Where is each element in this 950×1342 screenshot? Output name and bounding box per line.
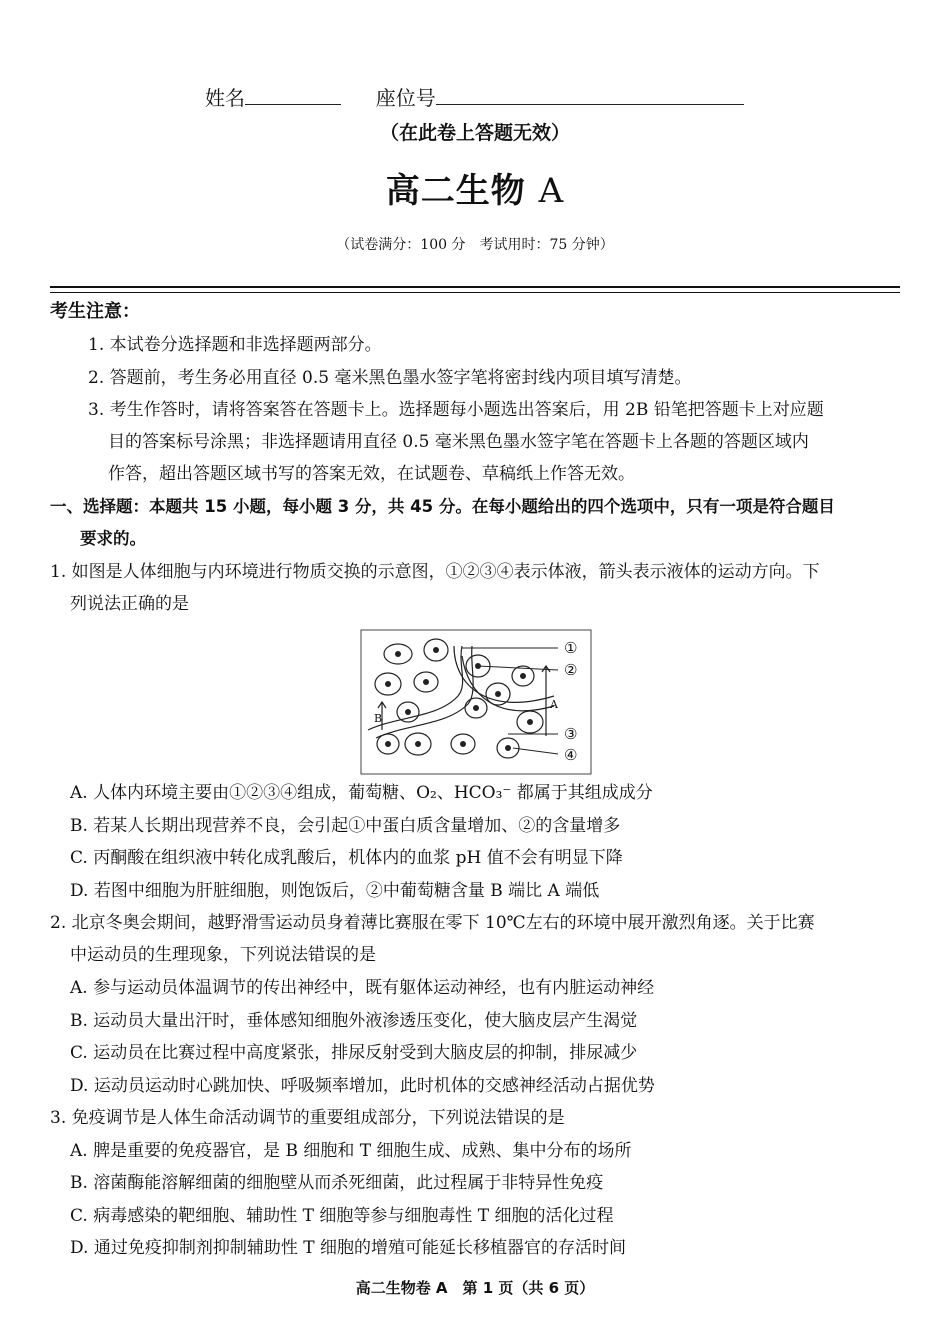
- page-footer: 高二生物卷 A 第 1 页（共 6 页）: [355, 1279, 595, 1297]
- question-3-stem: 3. 免疫调节是人体生命活动调节的重要组成部分，下列说法错误的是: [50, 1108, 565, 1128]
- notice-item: 1. 本试卷分选择题和非选择题两部分。: [88, 335, 382, 355]
- question-1-option-d: D. 若图中细胞为肝脏细胞，则饱饭后，②中葡萄糖含量 B 端比 A 端低: [70, 881, 600, 901]
- notice-item: 目的答案标号涂黑；非选择题请用直径 0.5 毫米黑色墨水签字笔在答题卡上各题的答题区域内: [108, 432, 809, 452]
- header-rule-thin: [50, 292, 900, 293]
- figure-label-2: ②: [564, 661, 578, 679]
- question-1-option-c: C. 丙酮酸在组织液中转化成乳酸后，机体内的血浆 pH 值不会有明显下降: [70, 848, 623, 868]
- figure-label-1: ①: [564, 639, 578, 657]
- question-3-option-c: C. 病毒感染的靶细胞、辅助性 T 细胞等参与细胞毒性 T 细胞的活化过程: [70, 1206, 614, 1226]
- question-2-option-c: C. 运动员在比赛过程中高度紧张，排尿反射受到大脑皮层的抑制，排尿减少: [70, 1043, 638, 1063]
- figure-label-b: B: [374, 712, 383, 725]
- notice-heading: 考生注意：: [50, 301, 140, 322]
- question-2-stem: 2. 北京冬奥会期间，越野滑雪运动员身着薄比赛服在零下 10℃左右的环境中展开激烈角逐。关于比赛: [50, 913, 815, 933]
- notice-item: 3. 考生作答时，请将答案答在答题卡上。选择题每小题选出答案后，用 2B 铅笔把答题卡上对应题: [88, 400, 824, 420]
- question-2-stem-cont: 中运动员的生理现象，下列说法错误的是: [70, 945, 376, 965]
- section-heading: 一、选择题：本题共 15 小题，每小题 3 分，共 45 分。在每小题给出的四个选项中，只有一项是符合题目: [50, 497, 835, 516]
- exam-info: （试卷满分：100 分 考试用时：75 分钟）: [336, 237, 614, 253]
- question-3-option-d: D. 通过免疫抑制剂抑制辅助性 T 细胞的增殖可能延长移植器官的存活时间: [70, 1238, 626, 1258]
- title-suffix: A: [538, 171, 565, 211]
- name-blank[interactable]: [245, 86, 341, 105]
- notice-item: 2. 答题前，考生务必用直径 0.5 毫米黑色墨水签字笔将密封线内项目填写清楚。: [88, 368, 692, 388]
- question-2-option-a: A. 参与运动员体温调节的传出神经中，既有躯体运动神经，也有内脏运动神经: [70, 978, 655, 998]
- question-3-option-a: A. 脾是重要的免疫器官，是 B 细胞和 T 细胞生成、成熟、集中分布的场所: [70, 1141, 632, 1161]
- notice-item: 作答，超出答题区域书写的答案无效，在试题卷、草稿纸上作答无效。: [108, 464, 635, 484]
- name-seat-line: [205, 82, 744, 111]
- question-3-option-b: B. 溶菌酶能溶解细菌的细胞壁从而杀死细菌，此过程属于非特异性免疫: [70, 1173, 604, 1193]
- figure-label-4: ④: [564, 746, 578, 764]
- question-2-option-d: D. 运动员运动时心跳加快、呼吸频率增加，此时机体的交感神经活动占据优势: [70, 1076, 655, 1096]
- header-rule-thick: [50, 286, 900, 288]
- question-1-option-a: A. 人体内环境主要由①②③④组成，葡萄糖、O₂、HCO₃⁻ 都属于其组成成分: [70, 783, 653, 803]
- seat-label: 座位号: [375, 86, 436, 110]
- title-text: 高二生物: [385, 171, 526, 211]
- question-1-option-b: B. 若某人长期出现营养不良，会引起①中蛋白质含量增加、②的含量增多: [70, 816, 621, 836]
- question-1-stem-cont: 列说法正确的是: [70, 594, 189, 614]
- figure-label-a: A: [550, 698, 558, 711]
- page-title: [0, 163, 950, 212]
- invalid-note: （在此卷上答题无效）: [379, 122, 570, 144]
- body-fluid-diagram: [358, 626, 594, 776]
- figure-label-3: ③: [564, 725, 578, 743]
- question-1-stem: 1. 如图是人体细胞与内环境进行物质交换的示意图，①②③④表示体液，箭头表示液体的运动方向。下: [50, 562, 820, 582]
- section-heading-cont: 要求的。: [80, 529, 146, 548]
- seat-blank[interactable]: [436, 86, 744, 105]
- name-label: 姓名: [205, 86, 245, 110]
- question-2-option-b: B. 运动员大量出汗时，垂体感知细胞外液渗透压变化，使大脑皮层产生渴觉: [70, 1011, 638, 1031]
